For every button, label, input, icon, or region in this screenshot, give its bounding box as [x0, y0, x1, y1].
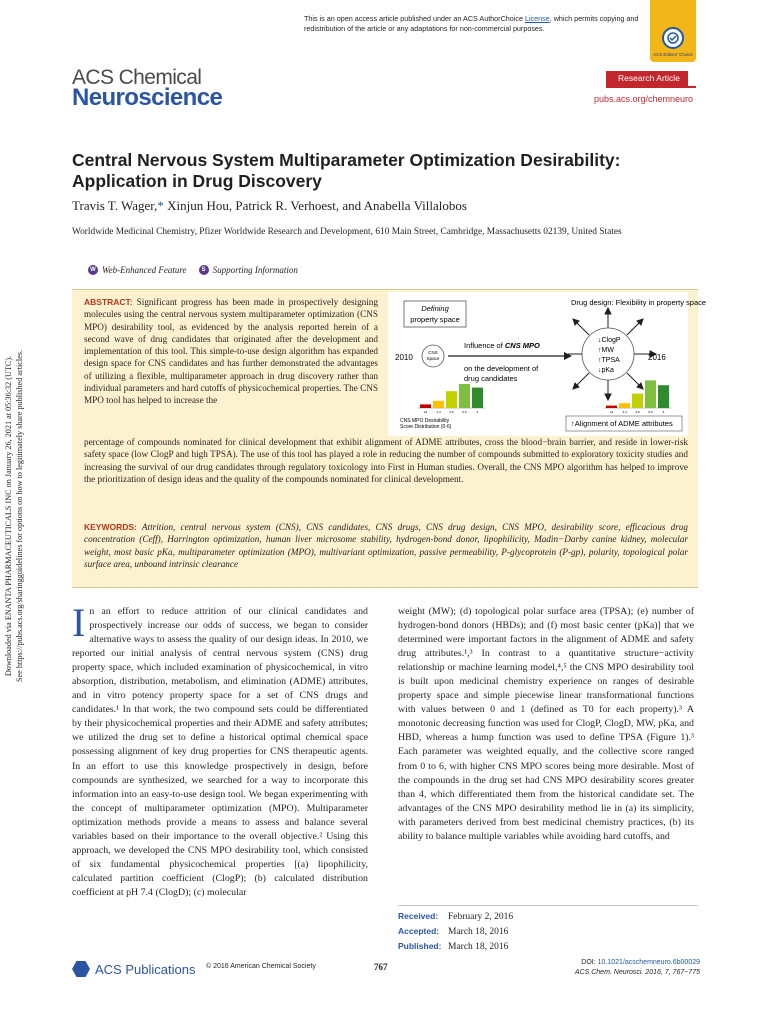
acs-hexagon-icon [72, 961, 90, 977]
chart-tick-2016-2: 4-5 [635, 410, 640, 414]
supporting-info-icon: S [199, 265, 209, 275]
authors-rest: Xinjun Hou, Patrick R. Verhoest, and Anabella Villalobos [163, 198, 467, 213]
chart-tick-2016-0: ≤3 [609, 410, 614, 414]
chart-tick-2010-1: 3-4 [436, 410, 441, 414]
open-access-notice [304, 14, 644, 34]
chart-bar-2010-1 [433, 401, 444, 408]
chart-tick-2016-1: 3-4 [622, 410, 627, 414]
keywords-text: Attrition, central nervous system (CNS), CNS candidates, CNS drugs, CNS drug design, CNS MPO, desirability score, efficacious drug concentration (Ceff), Harrington optimization, human liver microsome stability, hydrogen-bond donor, lipophilicity, Madin−Darby canine kidney, molecular weight, most basic pKa, multiparameter optimization (MPO), multivariant optimization, passive permeability, P-glycoprotein (P-gp), polarity, topological polar surface area, unbound intrinsic clearance [84, 522, 688, 569]
chart-bar-2016-1 [619, 403, 630, 408]
accepted-value: March 18, 2016 [448, 927, 509, 937]
chart-tick-2010-2: 4-5 [449, 410, 454, 414]
defining-label-2: property space [410, 315, 460, 324]
side-note-line-1: Downloaded via ENANTA PHARMACEUTICALS INC on January 26, 2021 at 05:36:32 (UTC). [4, 355, 13, 677]
chart-bar-2010-0 [420, 404, 431, 408]
published-value: March 18, 2016 [448, 942, 509, 952]
year-right: 2016 [648, 353, 666, 362]
accepted-row [398, 924, 698, 939]
prop-pka: ↓pKa [598, 367, 614, 374]
cns-label-1: CNS [428, 350, 438, 355]
license-link[interactable]: License [524, 14, 550, 23]
acs-publications-logo[interactable] [72, 961, 195, 977]
chart-tick-2016-4: 6 [662, 410, 665, 414]
body-column-left [72, 600, 368, 900]
drop-cap: I [72, 600, 86, 645]
side-note-rotated [3, 306, 25, 726]
article-title: Central Nervous System Multiparameter Optimization Desirability: Application in Drug Discovery [72, 150, 621, 191]
chart-bar-2016-0 [606, 406, 617, 408]
publisher-name: ACS Publications [95, 961, 196, 977]
defining-label-1: Defining [421, 304, 449, 313]
open-access-text-prefix: This is an open access article published under an ACS AuthorChoice [304, 14, 525, 23]
abstract-text-top [84, 296, 378, 407]
body-left-text: n an effort to reduce attrition of our clinical candidates and prospectively increase our odds of success, we began to consider alternative ways to assess the quality of our design ideas. In 2010, we reported our initial analysis of central nervous system (CNS) drug property space, which included examination of physicochemical, in vitro absorption, distribution, metabolism, and elimination (ADME) attributes, and in vitro potency property space for a set of CNS drugs and candidates.¹ In that work, the two compound sets could be differentiated by their physicochemical properties and their ADME and safety attributes; we utilized the drug set to define a historical optimal chemical space possessing alignment of key drug properties for CNS therapeutic agents. In an effort to use this knowledge prospectively in design, before compounds are synthesized, we searched for a way to incorporate this information into an easy-to-use design tool. We began experimenting with the concept of multiparameter optimization (MPO). Multiparameter optimization methods provide a means to assess and balance several variables based on their importance to the overall objective.² Using this approach, we developed the CNS MPO desirability tool, which consisted of six fundamental physicochemical properties [(a) lipophilicity, calculated partition coefficient (ClogP); (b) calculated distribution coefficient at pH 7.4 (ClogD); (c) molecular [72, 606, 368, 898]
journal-url-link[interactable]: pubs.acs.org/chemneuro [594, 94, 694, 104]
published-label: Published: [398, 941, 442, 951]
supporting-info-label: Supporting Information [212, 265, 298, 275]
received-value: February 2, 2016 [448, 912, 514, 922]
article-dates [398, 905, 698, 954]
influence-arrowhead [564, 352, 572, 360]
feature-links [88, 265, 298, 275]
side-note-line-2: See https://pubs.acs.org/sharingguidelines for options on how to legitimately share published articles. [15, 349, 24, 683]
toc-graphic-svg [388, 292, 707, 436]
body-right-text: weight (MW); (d) topological polar surface area (TPSA); (e) number of hydrogen-bond donors (HBDs); and (f) most basic center (pKa)] that we determined were important factors in the alignment of ADME and safety drug attributes.¹,³ In contrast to a quantitative structure−activity relationship or machine learning model,⁴,⁵ the CNS MPO desirability tool is built upon medicinal chemistry experience on ranges of desirable property space and simple piecewise linear transformational functions with values between 0 and 1 (defined as T0 for each property).³ A monotonic decreasing function was used for ClogP, ClogD, MW, pKa, and HBD, whereas a hump function was used to define TPSA (Figure 1).³ Each parameter was weighted equally, and the collective score ranged from 0 to 6, with higher CNS MPO scores being more desirable. Most of the compounds in the drug set had CNS MPO desirability scores greater than 4, which differentiated them from the historical candidate set. The advantages of the CNS MPO desirability method lie in (a) its simplicity, with parameters derived from best medicinal chemistry practices, (b) its ability to balance multiple variables while avoiding hard cutoffs, and [398, 606, 694, 842]
acs-seal-icon [662, 27, 684, 49]
abstract-body-top: Significant progress has been made in prospectively designing molecules using the central nervous system multiparameter optimization (CNS MPO) desirability tool, as evidenced by the analysis reported herein of a second wave of drug candidates that originated after the development and implementation of this tool. This simple-to-use design algorithm has expanded design space for CNS candidates and has further demonstrated the advantages of utilizing a flexible, multiparameter approach in drug discovery rather than individual parameters and hard cutoffs of physicochemical properties. The CNS MPO tool has helped to increase the [84, 297, 378, 406]
chart-bar-2010-3 [459, 384, 470, 408]
copyright-notice: © 2016 American Chemical Society [206, 963, 316, 970]
chart-tick-2016-3: 5-6 [648, 410, 653, 414]
accepted-label: Accepted: [398, 926, 440, 936]
web-enhanced-feature-link[interactable] [88, 265, 187, 275]
influence-line-2: on the development of [464, 364, 539, 373]
doi-row [575, 958, 700, 968]
citation: ACS Chem. Neurosci. 2016, 7, 767−775 [574, 968, 700, 976]
cns-label-2: Space [426, 356, 440, 361]
chart-bar-2016-3 [645, 380, 656, 408]
abstract-label: ABSTRACT: [84, 297, 133, 307]
prop-clogp: ↓ClogP [598, 337, 621, 344]
journal-name-bottom: Neuroscience [72, 84, 223, 111]
abstract-text-bottom: percentage of compounds nominated for clinical development that exhibit alignment of ADME attributes, cross the blood−brain barrier, and reside in lower-risk safety space (low ClogP and high TPSA). The use of this tool has played a role in reducing the number of compounds submitted to exploratory toxicity studies and increasing the survival of our drug candidates through regulatory toxicology into First in Human studies. Overall, the CNS MPO algorithm has helped to improve the prioritization of design ideas and the quality of the compounds nominated for clinical development. [84, 437, 688, 484]
received-row [398, 909, 698, 924]
influence-bold: CNS MPO [504, 341, 540, 350]
page-footer [72, 956, 700, 986]
open-access-text-suffix: , which permits copying and redistribution of the article or any adaptations for non-commercial purposes. [304, 14, 639, 33]
prop-tpsa: ↑TPSA [598, 357, 620, 364]
influence-line-3: drug candidates [464, 374, 518, 383]
keywords [84, 521, 688, 570]
affiliation: Worldwide Medicinal Chemistry, Pfizer Worldwide Research and Development, 610 Main Street, Cambridge, Massachusetts 02139, United States [72, 227, 622, 237]
prop-mw: ↑MW [598, 347, 614, 354]
chart-bar-2010-4 [472, 388, 483, 408]
supporting-information-link[interactable] [199, 265, 298, 275]
distribution-chart-2016 [604, 380, 671, 414]
chart-bar-2010-2 [446, 391, 457, 408]
distribution-caption-2: Score Distribution (0-6) [400, 424, 452, 430]
body-column-right [398, 605, 694, 844]
chart-tick-2010-4: 6 [476, 410, 479, 414]
distribution-caption-1: CNS MPO Desirability [400, 418, 450, 424]
doi-block [575, 958, 700, 977]
web-enhanced-label: Web-Enhanced Feature [102, 265, 187, 275]
page-number: 767 [374, 962, 388, 972]
alignment-label: ↑Alignment of ADME attributes [571, 419, 673, 428]
doi-link[interactable]: 10.1021/acschemneuro.6b00029 [597, 959, 700, 966]
influence-label [464, 341, 540, 350]
year-left: 2010 [395, 353, 413, 362]
author-list [72, 198, 467, 214]
header-divider [606, 86, 696, 88]
chart-bar-2016-4 [658, 385, 669, 408]
drug-design-label: Drug design: Flexibility in property space [571, 298, 707, 307]
distribution-chart-2010 [418, 384, 485, 414]
article-type-badge: Research Article [606, 71, 688, 86]
download-side-note [3, 306, 39, 726]
badge-label: ACS Editors' Choice [653, 52, 693, 57]
chart-bar-2016-2 [632, 394, 643, 408]
influence-prefix: Influence of [464, 341, 505, 350]
doi-prefix: DOI: [581, 959, 598, 966]
toc-graphic[interactable] [388, 292, 707, 436]
chart-tick-2010-0: ≤3 [423, 410, 428, 414]
published-row [398, 939, 698, 954]
received-label: Received: [398, 911, 439, 921]
editors-choice-badge[interactable] [650, 0, 696, 62]
keywords-label: KEYWORDS: [84, 522, 137, 532]
web-enhanced-icon: W [88, 265, 98, 275]
authors-first: Travis T. Wager, [72, 198, 158, 213]
chart-tick-2010-3: 5-6 [462, 410, 467, 414]
journal-name-top: ACS Chemical [72, 66, 202, 89]
corresponding-author-link[interactable]: * [157, 198, 164, 213]
